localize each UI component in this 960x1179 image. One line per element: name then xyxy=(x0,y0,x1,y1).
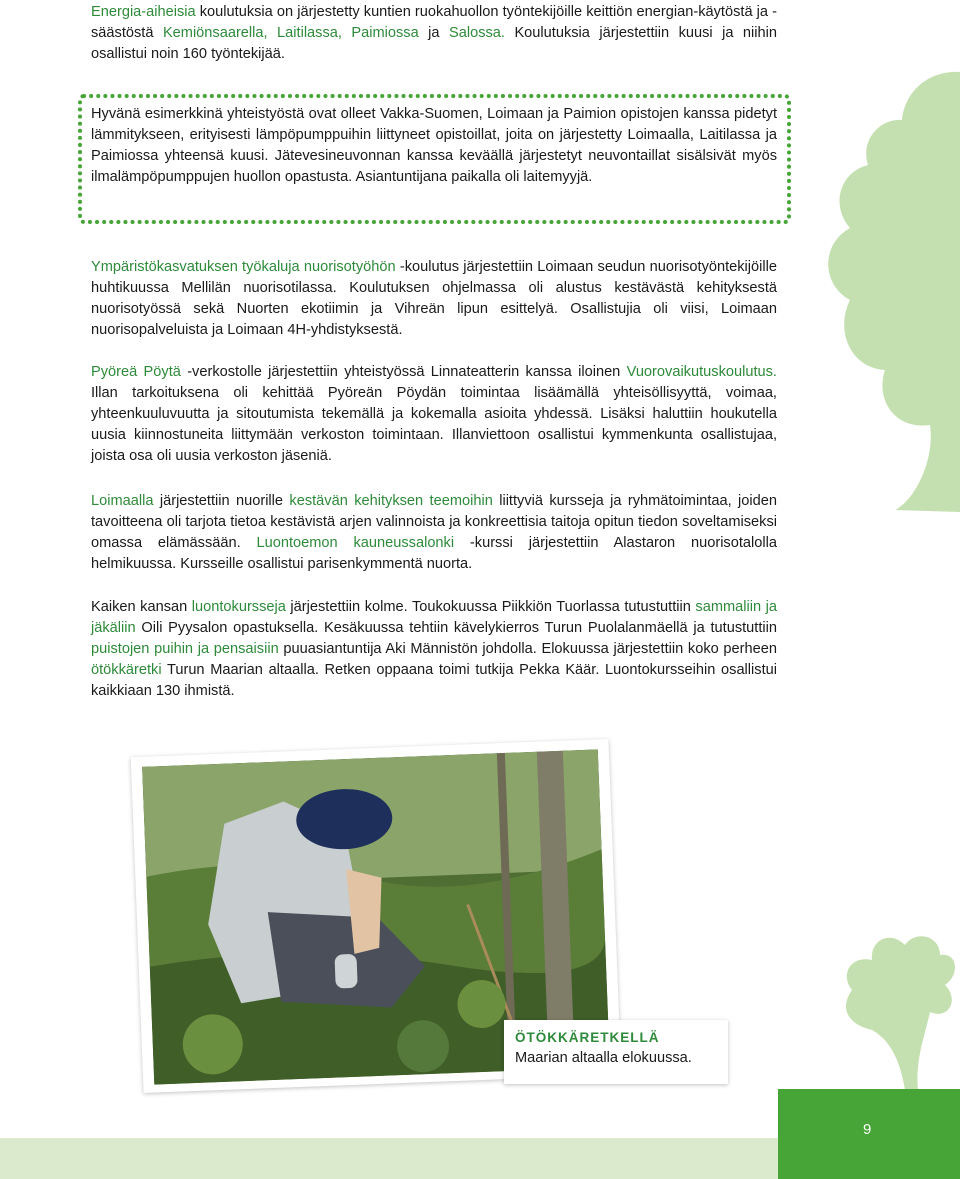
link-places: Kemiönsaarella, Laitilassa, Paimiossa xyxy=(162,25,419,41)
kaiken-text: Kaiken kansan xyxy=(91,599,192,615)
link-luontokursseja: luontokursseja xyxy=(191,599,286,615)
link-pyorea: Pyöreä Pöytä xyxy=(91,364,181,380)
pyorea-paragraph xyxy=(91,362,777,467)
link-loimaalla: Loimaalla xyxy=(91,493,154,509)
pyorea-text: -verkostolle järjestettiin yhteistyössä Linnateatterin kanssa iloinen xyxy=(180,364,627,380)
loimaa-text-3: -kurssi järjestettiin Alastaron nuorisotalolla helmikuussa. Kursseille osallistui parisenkymmentä nuorta. xyxy=(91,535,777,572)
link-vuorovaikutus: Vuorovaikutuskoulutus. xyxy=(626,364,777,380)
pyorea-text-2: Illan tarkoituksena oli kehittää Pyöreän Pöydän toimintaa lisäämällä yhteisöllisyyttä, voimaa, yhteenkuuluvuutta ja sitoutumista tekemällä ja kokemalla asioita yhdessä. Lisäksi haluttiin houkutella uusia kiinnostuneita liittymään verkoston toimintaan. Illanviettoon osallistui kymmenkunta osallistujaa, joista osa oli uusia verkoston jäseniä. xyxy=(91,385,777,464)
callout-text: Hyvänä esimerkkinä yhteistyöstä ovat olleet Vakka-Suomen, Loimaan ja Paimion opistojen kanssa pidetyt lämmitykseen, erityisesti lämpöpumppuihin liittyneet opistoillat, joita on järjestetty Loimaalla, Laitilassa ja Paimiossa yhteensä kuusi. Jätevesineuvonnan kanssa keväällä järjestetyt neuvontaillat sisälsivät myös ilmalämpöpumppujen huollon opastusta. Asiantuntijana paikalla oli laitemyyjä. xyxy=(91,106,777,185)
link-kestava: kestävän kehityksen teemoihin xyxy=(289,493,493,509)
kaiken-text-5: Turun Maarian altaalla. Retken oppaana toimi tutkija Pekka Käär. Luontokursseihin osallistui kaikkiaan 130 ihmistä. xyxy=(91,662,777,699)
caption-subtitle: Maarian altaalla elokuussa. xyxy=(515,1050,692,1066)
intro-text: koulutuksia on järjestetty kuntien ruokahuollon työntekijöille keittiön energian-käytöstä ja -säästöstä xyxy=(91,4,777,41)
kaiken-text-4: puuasiantuntija Aki Männistön johdolla. Elokuussa järjestettiin koko perheen xyxy=(278,641,777,657)
ymparisto-paragraph xyxy=(91,257,777,341)
loimaa-text-2: liittyviä kursseja ja ryhmätoimintaa, joiden tavoitteena oli tarjota tietoa kestävistä arjen valinnoista ja konkreettisia taitoja opitun tiedon soveltamiseksi omassa elämässään. xyxy=(91,493,777,551)
kaiken-paragraph xyxy=(91,597,777,702)
footer-bar xyxy=(0,1138,778,1179)
intro-text-3: Koulutuksia järjestettiin kuusi ja niihin osallistui noin 160 työntekijää. xyxy=(91,25,777,62)
link-puistojen: puistojen puihin ja pensaisiin xyxy=(91,641,279,657)
link-sammaliin: sammaliin ja jäkäliin xyxy=(91,599,777,636)
kaiken-text-3: Oili Pyysalon opastuksella. Kesäkuussa tehtiin kävelykierros Turun Puolalanmäellä ja tutustuttiin xyxy=(135,620,777,636)
page-number: 9 xyxy=(863,1121,872,1138)
caption-title: ÖTÖKKÄRETKELLÄ xyxy=(515,1030,660,1045)
link-otokkaretki: ötökkäretki xyxy=(91,662,162,678)
intro-paragraph xyxy=(91,2,777,65)
link-salo: Salossa. xyxy=(449,25,505,41)
kaiken-text-2: järjestettiin kolme. Toukokuussa Piikkiön Tuorlassa tutustuttiin xyxy=(285,599,696,615)
loimaa-paragraph xyxy=(91,491,777,575)
link-energia: Energia-aiheisia xyxy=(91,4,196,20)
page-number-box xyxy=(778,1089,960,1179)
ymparisto-text: -koulutus järjestettiin Loimaan seudun nuorisotyöntekijöille huhtikuussa Mellilän nuorisotilassa. Koulutuksen ohjelmassa oli alustus kestävästä kehityksestä nuorisotyössä sekä Nuorten ekotiimin ja Vihreän lipun esittelyä. Osallistujia oli viisi, Loimaan nuorisopalveluista ja Loimaan 4H-yhdistyksestä. xyxy=(91,259,778,338)
callout-box xyxy=(78,94,791,224)
photo-caption xyxy=(504,1020,728,1084)
link-luontoemon: Luontoemon kauneussalonki xyxy=(256,535,455,551)
loimaa-text: järjestettiin nuorille xyxy=(153,493,290,509)
intro-text-2: ja xyxy=(418,25,449,41)
link-ymparisto: Ympäristökasvatuksen työkaluja nuorisotyöhön xyxy=(91,259,396,275)
